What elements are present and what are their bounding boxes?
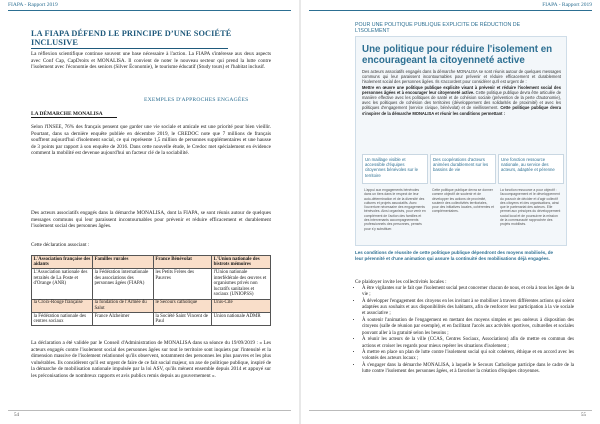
list-item: • À développer l'engagement des citoyens en les invitant à se mobiliser à travers différentes actions qui soient adaptées aux souhaits et aux disponibilités des habitants, afin de renforcer leur participation à la vie sociale et associative ; (362, 299, 574, 318)
table-cell: la Fédération internationale des associations des personnes âgées (FIAPA) (93, 269, 154, 299)
table-cell: la Fédération nationale des centres sociaux (32, 312, 93, 325)
insee-paragraph: Selon l'INSEE, 76% des français pensent que garder une vie sociale et amicale est une priorité pour bien vieillir. Pourtant, dans sa dernière enquête publiée en décembre 2019, le CREDOC note que 7 millions de français souffrent aujourd'hui d'isolement social, ce qui représente 1,5 million de personnes supplémentaires et une hausse de 3 points par rapport à son enquête de 2016. Dans cette nouvelle étude, le Credoc met spécialement en évidence comment la mobilité est devenue aujourd'hui un facteur clé de la sociabilité. (31, 124, 271, 157)
table-cell: France Alzheimer (93, 312, 154, 325)
page-number: 54 (14, 413, 19, 418)
footer-rule (8, 410, 291, 411)
box-bold-statement: Cette politique publique devra s'inspirer de la démarche MONALISA et réunir les conditions permettant : (362, 105, 562, 116)
recommendations-intro: Ce plaidoyer invite les collectivités locales : (355, 279, 447, 285)
table-header-cell: France Bénévolat (153, 256, 211, 269)
table-cell: L'Association nationale des retraités de La Poste et d'Orange (ANR) (32, 269, 93, 299)
header-rule (309, 10, 592, 11)
table-cell: Union nationale ADMR (212, 312, 271, 325)
declaration-paragraph: La déclaration a été validée par le Conseil d'Administration de MONALISA dans sa séance du 19/09/2019 : « Les acteurs engagés contre l'isolement social des personnes âgées sur tout le territoire sont inquiets par l'intensité et la dimension massive de l'isolement relationnel qu'ils observent, notamment des personnes les plus pauvres et les plus vulnérables. Ils considèrent qu'il est urgent de faire de ce fait social majeur, un axe de politique publique, inspiré de la démarche de mobilisation nationale impulsée par la loi ASV, qu'ils mènent ensemble depuis 2014 et appuyé sur les préconisations de nombreux rapports et avis publics remis depuis au gouvernement ». (31, 340, 271, 379)
page-number: 55 (581, 413, 586, 418)
box-paragraph: Cette politique publique devra être articulée de manière effective avec les politiques de santé et de cohésion sociale (prévention de la perte d'autonomie), avec les politiques de cohésion des territoires (développement des solidarités de proximité) et avec les politiques d'engagement (service civique, bénévolat) et de vieillissement. (362, 89, 561, 111)
section-subtitle: EXEMPLES D'APPROCHES ENGAGÉES (144, 97, 249, 103)
header-rule (8, 10, 291, 11)
table-caption: Cette déclaration associant : (31, 242, 90, 248)
table-cell: la Société Saint Vincent de Paul (153, 312, 211, 325)
left-page (0, 0, 299, 424)
condition-column (430, 154, 496, 242)
running-header: FIAPA - Rapport 2019 (8, 2, 58, 8)
monalisa-paragraph: Des acteurs associatifs engagés dans la démarche MONALISA, dont la FIAPA, se sont réunis autour de quelques messages communs qui leur paraissent incontournables pour prévenir et réduire efficacement et durablement l'isolement social des personnes âgées. (31, 210, 271, 230)
running-header: FIAPA - Rapport 2019 (542, 2, 592, 8)
table-header-cell: L'Union nationale des bistrots mémoires (212, 256, 271, 269)
section-heading: LA DÉMARCHE MONALISA (31, 111, 117, 118)
condition-heading: Des coopérations d'acteurs animées durablement sur les bassins de vie (430, 154, 496, 184)
page-kicker: POUR UNE POLITIQUE PUBLIQUE EXPLICITE DE RÉDUCTION DE L'ISOLEMENT (355, 22, 521, 35)
right-page (301, 0, 600, 424)
table-row (32, 312, 271, 325)
box-bold-statement: Mettre en œuvre une politique publique explicite visant à prévenir et réduire l'isolement social des personnes âgées et à encourager leur citoyenneté active. (362, 84, 561, 95)
footer-rule (309, 410, 592, 411)
conditions-statement: Les conditions de réussite de cette politique publique dépendront des moyens mobilisés, de leur pérennité et d'une animation qui assure la continuité des mobilisations déjà engagées. (355, 250, 554, 261)
policy-box (355, 36, 567, 246)
box-paragraph: Des acteurs associatifs engagés dans la démarche MONALISA se sont réunis autour de quelques messages communs qui leur paraissent incontournables pour prévenir et réduire efficacement et durablement l'isolement social des personnes âgées. Ils s'accordent pour considérer qu'il est urgent de : (362, 69, 561, 85)
conditions-columns (358, 154, 564, 242)
table-cell: le Secours catholique (153, 299, 211, 312)
table-header-cell: L'Association française des aidants (32, 256, 93, 269)
condition-column (362, 154, 428, 242)
table-header-cell: Familles rurales (93, 256, 154, 269)
list-item: • À s'engager dans la démarche MONALISA, à laquelle le Secours Catholique participe dans le cadre de la lutte contre l'isolement des personnes âgées, et à favoriser la création d'équipes citoyennes. (362, 363, 574, 376)
condition-text: Cette politique publique devra se donner comme objectif de soutenir et de développer les actions de proximité, soutenir des collectivités territoriales, pour des initiatives locales, cohérentes et complémentaires. (432, 188, 495, 214)
condition-text: L'appui aux engagements bénévoles dans un tiers dans le respect de leur auto-détermination et de la diversité des cultures et projets associatifs. Avec l'ouverture nécessaire des engagements bénévoles. Ainsi organisés, pour venir en complément de l'action des familles et des intervenants accompagnements professionnels des personnes, pensés pour s'y substituer. (364, 188, 426, 231)
page-title: LA FIAPA DÉFEND LE PRINCIPE D’UNE SOCIÉTÉ INCLUSIVE (31, 29, 271, 49)
list-item: • À être vigilantes sur le fait que l'isolement social peut concerner chacun de nous, et cela à tous les âges de la vie ; (362, 286, 574, 299)
intro-paragraph: La réflexion scientifique continue souvent une base nécessaire à l'action. La FIAPA s'intéresse aux deux aspects avec Conf Cap, CapDroits et MONALISA. Il convient de noter le nouveau secteur qui prend la lutte contre l'isolement avec l'économie des seniors (Silver Économie), le tourisme éducatif (Study tours) et l'habitat inclusif. (31, 51, 271, 71)
table-cell: la Croix-Rouge française (32, 299, 93, 312)
recommendations-list (355, 286, 574, 376)
table-header-row (32, 256, 271, 269)
table-cell: la fondation de l'Armée du Salut (93, 299, 154, 312)
table-row (32, 299, 271, 312)
list-item: • À mettre en place un plan de lutte contre l'isolement social qui soit cohérent, éthique et en accord avec les volontés des acteurs locaux ; (362, 350, 574, 363)
table-cell: l'Union nationale interfédérale des œuvres et organismes privés non lucratifs sanitaires et sociaux (UNIOPSS) (212, 269, 271, 299)
condition-text: La fonction ressource a pour objectif : l'accompagnement et le développement du pouvoir de décider et d'agir collectif des citoyens et des organisations, ainsi que le partenariat des acteurs. Elle permet aux principes du développement social local et de poursuivre la mission de la communauté rapprochée des projets mobilisés. (500, 188, 561, 227)
box-title: Une politique pour réduire l'isolement en encourageant la citoyenneté active (362, 44, 553, 66)
condition-heading: Un maillage visible et accessible d'équipes citoyennes bénévoles sur le territoire (362, 154, 428, 184)
associations-table (31, 255, 271, 326)
table-cell: les Petits Frères des Pauvres (153, 269, 211, 299)
list-item: • À réunir les acteurs de la ville (CCAS, Centres Sociaux, Associations) afin de mettre en commun des actions et croiser les regards pour mieux repérer les situations d'isolement ; (362, 337, 574, 350)
list-item: • À soutenir l'animation de l'engagement en mettant des moyens simples et peu onéreux à disposition des citoyens (salle de réunion par exemple), et en facilitant l'accès aux activités sportives, culturelles et sociales pouvant aller à la gratuité selon les besoins ; (362, 318, 574, 337)
table-cell: Unis-Cité (212, 299, 271, 312)
table-row (32, 269, 271, 299)
box-body (362, 69, 561, 116)
condition-heading: Une fonction ressource nationale, au service des acteurs, adaptée et pérenne (498, 154, 564, 184)
condition-column (498, 154, 564, 242)
